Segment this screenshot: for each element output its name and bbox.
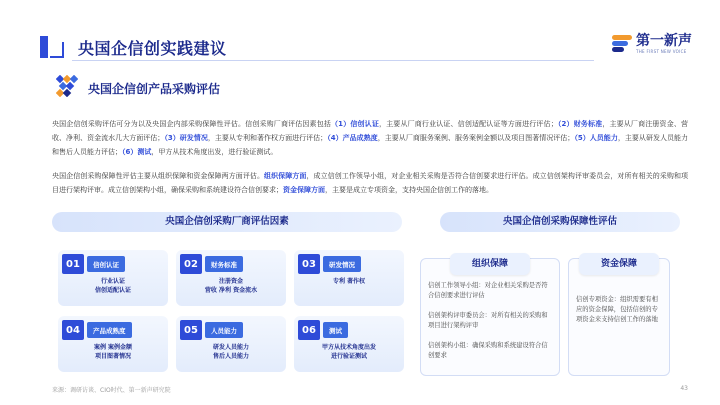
card-number: 03 xyxy=(298,254,320,274)
text-span: 央国企信创采购保障性评估主要从组织保障和资金保障两方面评估。 xyxy=(52,172,265,180)
card-line: 行业认证 xyxy=(100,278,125,285)
header-accent-bar xyxy=(40,36,48,58)
keyword: 组织保障方面 xyxy=(264,172,307,180)
card-line: 案例 案例金额 xyxy=(93,344,133,351)
keyword: （3）研发情况 xyxy=(164,134,208,142)
text-span: ，成立信创工作领导小组，对企业相关采购是否符合信创要求进行评估。成立信创架构评审委员会，对所有相关的采购和项目进行架构评审。成立信创架构小组，确保采购和系统建设符合信创要求； xyxy=(52,172,689,194)
text-span: ，主要是成立专项资金，支持央国企信创工作的落地。 xyxy=(325,186,493,194)
card-line: 售后人员能力 xyxy=(212,353,249,360)
fund-item: 信创专项资金：组织需要有相应的资金保障，包括信创的专项资金来支持信创工作的落地 xyxy=(576,296,658,323)
logo-text: 第一新声 xyxy=(636,33,692,49)
assurance-title: 央国企信创采购保障性评估 xyxy=(440,212,680,232)
text-span: ，主要从厂商服务案例、服务案例金额以及项目图著情况评估； xyxy=(377,134,575,142)
source-note: 来源：调研访谈、CIO时代、第一新声研究院 xyxy=(52,387,171,394)
text-span: ，主要从研发人员能力和售后人员能力评估； xyxy=(52,134,689,156)
factor-card-personnel xyxy=(176,316,286,372)
card-number: 01 xyxy=(62,254,84,274)
keyword: 资金保障方面 xyxy=(283,186,325,194)
factor-card-rnd xyxy=(294,250,404,306)
factor-card-maturity xyxy=(58,316,168,372)
card-line: 甲方从技术角度出发 xyxy=(321,344,376,351)
org-item: 信创架构评审委员会：对所有相关的采购和项目进行架构评审 xyxy=(428,312,548,329)
keyword: （2）财务标准 xyxy=(557,120,603,128)
card-number: 02 xyxy=(180,254,202,274)
card-label: 产品成熟度 xyxy=(87,322,132,338)
org-item: 信创工作领导小组：对企业相关采购是否符合信创要求进行评估 xyxy=(428,282,548,299)
factor-card-finance xyxy=(176,250,286,306)
keyword: （4）产品成熟度 xyxy=(327,134,378,142)
card-label: 财务标准 xyxy=(205,256,243,272)
vendor-factors-title: 央国企信创采购厂商评估因素 xyxy=(52,212,402,232)
text-span: 央国企信创采购评估可分为以及央国企内部采购保障性评估。信创采购厂商评估因素包括 xyxy=(52,120,332,128)
paragraph-assurance-evaluation xyxy=(52,169,688,197)
card-number: 06 xyxy=(298,320,320,340)
fund-assurance-title: 资金保障 xyxy=(579,253,659,275)
card-label: 研发情况 xyxy=(323,256,361,272)
logo-subtext: THE FIRST NEW VOICE xyxy=(636,49,687,54)
text-span: ，主要从厂商注册资金、营收、净利、资金流水几大方面评估； xyxy=(52,120,689,142)
card-label: 人员能力 xyxy=(205,322,243,338)
header-accent-bracket xyxy=(50,42,64,58)
card-number: 05 xyxy=(180,320,202,340)
org-assurance-title: 组织保障 xyxy=(450,253,530,275)
card-number: 04 xyxy=(62,320,84,340)
fund-assurance-card xyxy=(568,258,670,376)
header-divider xyxy=(72,60,594,61)
keyword: （6）测试 xyxy=(122,148,152,156)
logo-mark-icon xyxy=(612,35,632,53)
card-line: 注册资金 xyxy=(218,278,243,285)
card-line: 项目图著情况 xyxy=(94,353,131,360)
org-item: 信创架构小组：确保采购和系统建设符合信创要求 xyxy=(428,342,548,359)
card-line: 研发人员能力 xyxy=(212,344,249,351)
brand-logo xyxy=(612,34,692,54)
keyword: （5）人员能力 xyxy=(574,134,618,142)
text-span: ，主要从专利和著作权方面进行评估； xyxy=(207,134,328,142)
keyword: （1）信创认证 xyxy=(331,120,379,128)
page-number: 43 xyxy=(680,385,688,392)
text-span: ，主要从厂商行业认证、信创适配认证等方面进行评估； xyxy=(378,120,558,128)
factor-card-certification xyxy=(58,250,168,306)
card-line: 专利 著作权 xyxy=(332,278,366,285)
section-title: 央国企信创产品采购评估 xyxy=(88,82,221,96)
org-assurance-card xyxy=(420,258,560,376)
paragraph-vendor-evaluation xyxy=(52,117,688,159)
card-line: 进行验证测试 xyxy=(330,353,367,360)
factor-card-testing xyxy=(294,316,404,372)
page-title: 央国企信创实践建议 xyxy=(78,39,227,58)
card-label: 信创认证 xyxy=(87,256,125,272)
card-label: 测试 xyxy=(323,322,348,338)
text-span: ，甲方从技术角度出发，进行验证测试。 xyxy=(151,148,278,156)
card-line: 信创适配认证 xyxy=(94,287,131,294)
diamond-cluster-icon xyxy=(56,75,78,97)
card-line: 营收 净利 资金流水 xyxy=(204,287,258,294)
